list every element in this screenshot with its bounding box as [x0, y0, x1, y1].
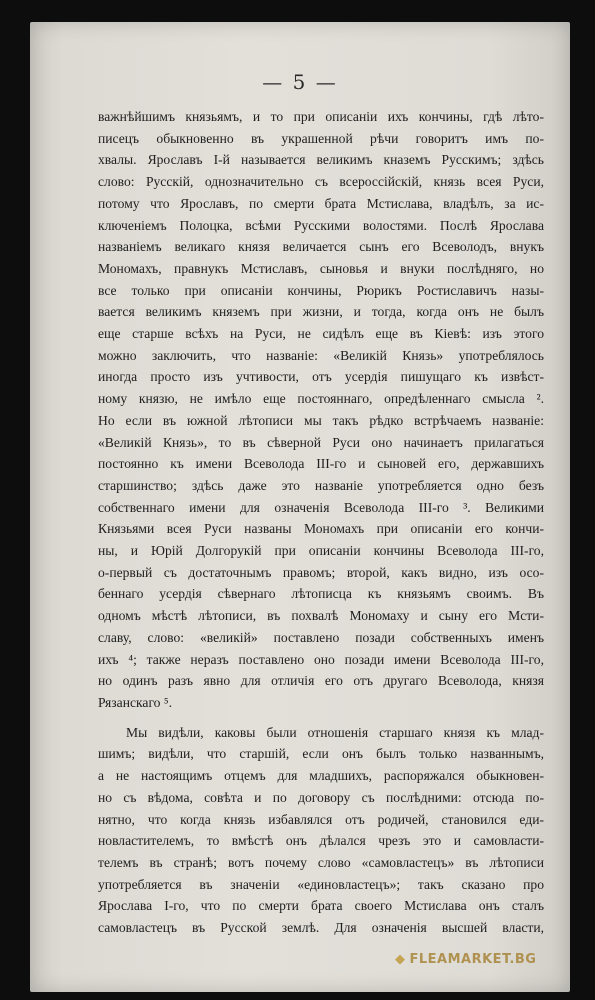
text-line: а не настоящимъ отцемъ для младшихъ, распоряжался обыкновен- — [98, 768, 544, 784]
text-line: «Великій Князь», то въ сѣверной Руси оно начинаетъ прилагаться — [98, 434, 544, 450]
text-line: писецъ обыкновенно въ украшенной рѣчи говоритъ имъ по- — [98, 130, 544, 146]
paragraph-2 — [98, 722, 544, 939]
text-line: иногда просто изъ учтивости, отъ усердія пишущаго къ извѣст- — [98, 369, 544, 385]
text-line: можно заключить, что названіе: «Великій Князь» употреблялось — [98, 347, 544, 363]
text-line: еще старше всѣхъ на Руси, не сидѣлъ еще въ Кіевѣ: изъ этого — [98, 326, 544, 342]
text-line: важнѣйшимъ князьямъ, и то при описаніи ихъ кончины, гдѣ лѣто- — [98, 109, 544, 124]
fleamarket-logo-icon: ◆ — [395, 952, 406, 967]
text-line: Мономахъ, правнукъ Мстиславъ, сыновья и внуки послѣдняго, но — [98, 260, 544, 276]
text-line: нятно, что когда князь избавлялся отъ родичей, становился еди- — [98, 811, 544, 827]
text-line: хвалы. Ярославъ I-й называется великимъ кназемъ Русскимъ; здѣсь — [98, 152, 544, 168]
text-line: Рязанскаго ⁵. — [98, 694, 173, 710]
text-line: но съ вѣдома, совѣта и по договору съ послѣдними: отсюда по- — [98, 789, 544, 805]
book-page — [30, 22, 570, 992]
text-line: собственнаго имени для означенія Всеволода III-го ³. Великими — [98, 499, 544, 515]
text-line: шимъ; видѣли, что старшій, если онъ былъ только названнымъ, — [98, 746, 544, 762]
text-line: ны, и Юрій Долгорукій при описаніи кончины Всеволода III-го, — [98, 543, 544, 559]
text-line: употребляется въ значеніи «единовластецъ»; такъ сказано про — [98, 876, 544, 892]
text-line: о-первый съ достаточнымъ правомъ; второй, какъ видно, изъ осо- — [98, 564, 544, 580]
text-line: Мы видѣли, каковы были отношенія старшаго князя къ млад- — [126, 724, 544, 740]
watermark-text: FLEAMARKET.BG — [409, 952, 537, 967]
paragraph-gap — [98, 714, 544, 722]
text-line: самовластецъ въ Русской землѣ. Для означенія высшей власти, — [98, 920, 544, 936]
text-line: ключеніемъ Полоцка, всѣми Русскими волостями. Послѣ Ярослава — [98, 217, 544, 233]
text-line: славу, слово: «великій» поставлено позади собственныхъ именъ — [98, 629, 544, 645]
text-line: беннаго усердія сѣвернаго лѣтописца къ князьямъ своимъ. Въ — [98, 586, 544, 602]
text-line: вается великимъ княземъ при жизни, и тогда, когда онъ не былъ — [98, 304, 544, 320]
text-line: телемъ въ странѣ; вотъ почему слово «самовластецъ» въ лѣтописи — [98, 854, 544, 870]
paragraph-1 — [98, 106, 544, 714]
text-line: постоянно къ имени Всеволода III-го и сыновей его, державшихъ — [98, 456, 544, 472]
text-line: Ярослава I-го, что по смерти брата своего Мстислава онъ сталъ — [98, 898, 544, 914]
text-line: новластителемъ, то вмѣстѣ онъ дѣлался чрезъ это и самовласти- — [98, 833, 544, 849]
page-number: — 5 — — [262, 70, 338, 94]
text-line: одномъ мѣстѣ лѣтописи, въ похвалѣ Мономаху и сыну его Мсти- — [98, 608, 544, 624]
text-line: ному князю, не имѣло еще постояннаго, опредѣленнаго смысла ². — [98, 391, 544, 407]
text-line: слово: Русскій, однозначительно съ всероссійскій, князь всея Руси, — [98, 174, 544, 190]
text-line: старшинство; здѣсь даже это названіе употребляется одно безъ — [98, 477, 544, 493]
text-line: Но если въ южной лѣтописи мы такъ рѣдко встрѣчаемъ названіе: — [98, 412, 544, 428]
watermark-logo — [395, 952, 536, 967]
text-line: все только при описаніи кончины, Рюрикъ Ростиславичъ назы- — [98, 282, 544, 298]
text-line: названіемъ великаго князя величается сынъ его Всеволодъ, внукъ — [98, 239, 544, 255]
text-line: Князьями всея Руси названы Мономахъ при описаніи его кончи- — [98, 521, 544, 537]
text-line: потому что Ярославъ, по смерти брата Мстислава, владѣлъ, за ис- — [98, 195, 544, 211]
body-text — [98, 106, 544, 939]
text-line: ихъ ⁴; также неразъ поставлено оно позади имени Всеволода III-го, — [98, 651, 544, 667]
text-line: но одинъ разъ явно для отличія его отъ другаго Всеволода, князя — [98, 673, 544, 689]
